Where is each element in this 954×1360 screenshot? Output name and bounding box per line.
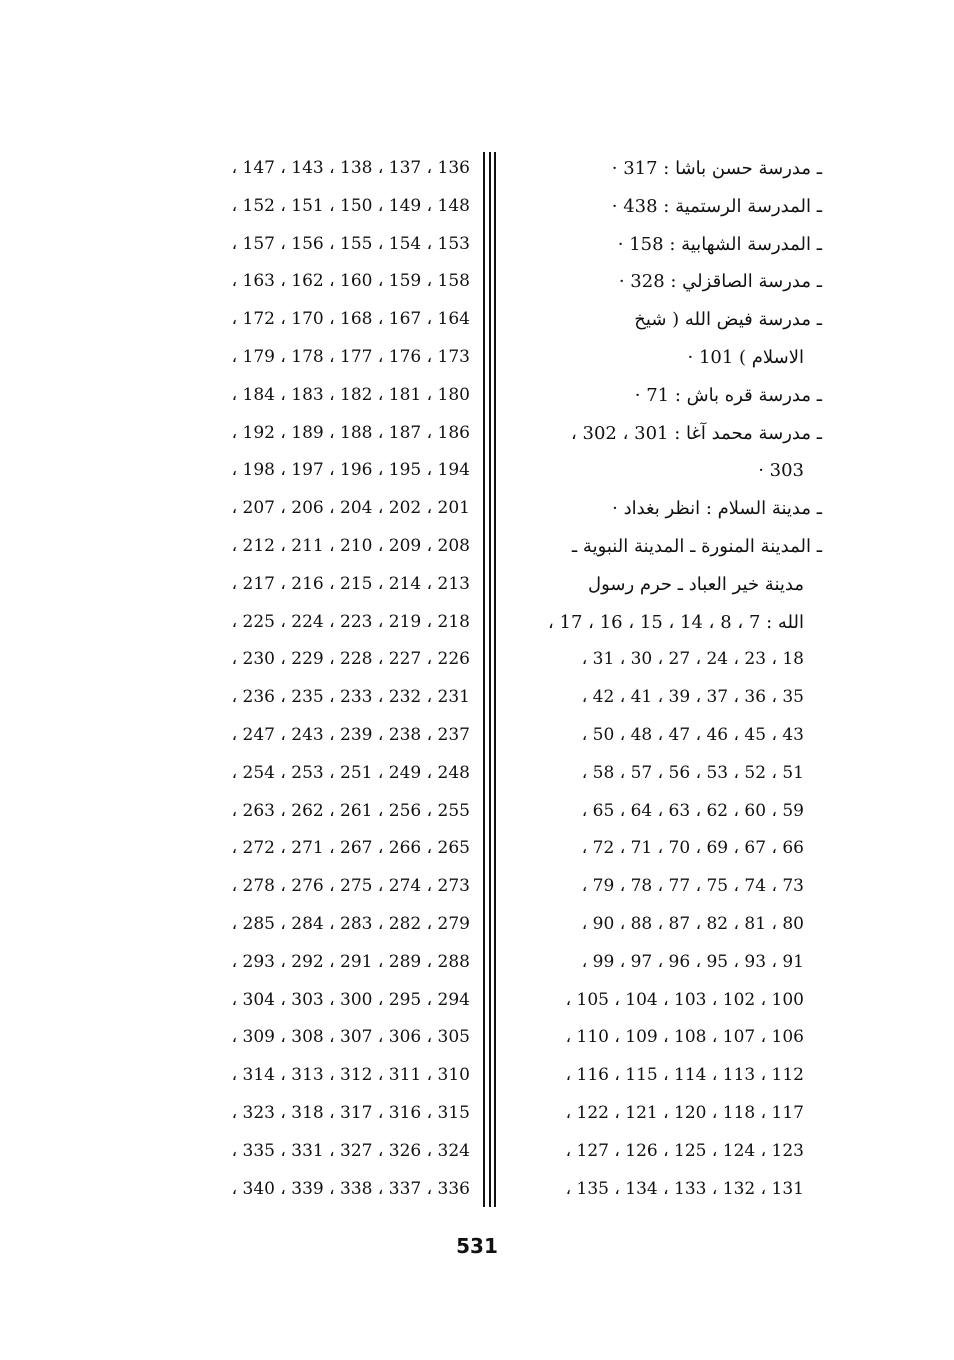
index-entry-line: ـ المدرسة الرستمية : 438 · (611, 195, 822, 217)
number-row: 201 ، 202 ، 204 ، 206 ، 207 ، (231, 498, 470, 519)
index-entry-line: ـ مدرسة فيض الله ( شيخ (634, 309, 822, 331)
number-row: 336 ، 337 ، 338 ، 339 ، 340 ، (231, 1178, 470, 1199)
number-row: 265 ، 266 ، 267 ، 271 ، 272 ، (231, 838, 470, 859)
index-entry-line: ـ مدرسة الصاقزلي : 328 · (618, 271, 822, 293)
index-entry-line: مدينة خير العباد ـ حرم رسول (587, 573, 804, 595)
index-entry-line: ـ مدرسة محمد آغا : 301 ، 302 ، (571, 422, 822, 444)
number-row: 324 ، 326 ، 327 ، 331 ، 335 ، (231, 1140, 470, 1161)
index-entry-line: 73 ، 74 ، 75 ، 77 ، 78 ، 79 ، (581, 876, 804, 897)
column-divider (489, 152, 491, 1207)
index-entry-line: الاسلام ) 101 · (687, 346, 804, 368)
number-row: 237 ، 238 ، 239 ، 243 ، 247 ، (231, 724, 470, 745)
index-entry-line: 80 ، 81 ، 82 ، 87 ، 88 ، 90 ، (581, 913, 804, 934)
number-row: 136 ، 137 ، 138 ، 143 ، 147 ، (231, 158, 470, 178)
index-entry-line: 123 ، 124 ، 125 ، 126 ، 127 ، (565, 1140, 804, 1161)
index-entry-line: 303 · (758, 460, 804, 482)
page-number: 531 (456, 1234, 498, 1258)
number-row: 148 ، 149 ، 150 ، 151 ، 152 ، (231, 195, 470, 216)
number-row: 186 ، 187 ، 188 ، 189 ، 192 ، (231, 422, 470, 443)
index-entry-line: ـ مدرسة قره باش : 71 · (634, 384, 822, 406)
index-entry-line: 117 ، 118 ، 120 ، 121 ، 122 ، (565, 1102, 804, 1123)
index-entry-line: ـ المدرسة الشهابية : 158 · (617, 233, 822, 255)
column-divider (494, 152, 496, 1207)
number-row: 158 ، 159 ، 160 ، 162 ، 163 ، (231, 271, 470, 292)
index-entry-line: 51 ، 52 ، 53 ، 56 ، 57 ، 58 ، (581, 762, 804, 783)
number-row: 180 ، 181 ، 182 ، 183 ، 184 ، (231, 384, 470, 405)
number-row: 279 ، 282 ، 283 ، 284 ، 285 ، (231, 913, 470, 934)
number-row: 294 ، 295 ، 300 ، 303 ، 304 ، (231, 989, 470, 1010)
number-row: 288 ، 289 ، 291 ، 292 ، 293 ، (231, 951, 470, 972)
index-entry-line: الله : 7 ، 8 ، 14 ، 15 ، 16 ، 17 ، (548, 611, 804, 633)
index-entry-line: 112 ، 113 ، 114 ، 115 ، 116 ، (565, 1065, 804, 1086)
index-entry-line: ـ مدرسة حسن باشا : 317 · (611, 158, 822, 179)
number-row: 255 ، 256 ، 261 ، 262 ، 263 ، (231, 800, 470, 821)
number-row: 248 ، 249 ، 251 ، 253 ، 254 ، (231, 762, 470, 783)
index-entry-line: 59 ، 60 ، 62 ، 63 ، 64 ، 65 ، (581, 800, 804, 821)
number-row: 305 ، 306 ، 307 ، 308 ، 309 ، (231, 1027, 470, 1048)
index-entry-line: 18 ، 23 ، 24 ، 27 ، 30 ، 31 ، (581, 649, 804, 670)
number-row: 273 ، 274 ، 275 ، 276 ، 278 ، (231, 876, 470, 897)
index-entry-line: ـ المدينة المنورة ـ المدينة النبوية ـ (571, 535, 822, 557)
index-entry-line: 43 ، 45 ، 46 ، 47 ، 48 ، 50 ، (581, 724, 804, 745)
number-row: 208 ، 209 ، 210 ، 211 ، 212 ، (231, 535, 470, 556)
number-row: 194 ، 195 ، 196 ، 197 ، 198 ، (231, 460, 470, 481)
number-row: 164 ، 167 ، 168 ، 170 ، 172 ، (231, 309, 470, 330)
number-row: 315 ، 316 ، 317 ، 318 ، 323 ، (231, 1102, 470, 1123)
index-entry-line: 91 ، 93 ، 95 ، 96 ، 97 ، 99 ، (581, 951, 804, 972)
index-entry-line: 106 ، 107 ، 108 ، 109 ، 110 ، (565, 1027, 804, 1048)
number-row: 310 ، 311 ، 312 ، 313 ، 314 ، (231, 1065, 470, 1086)
number-row: 173 ، 176 ، 177 ، 178 ، 179 ، (231, 346, 470, 367)
index-entry-line: ـ مدينة السلام : انظر بغداد · (612, 498, 822, 520)
right-column (500, 150, 822, 1208)
index-entry-line: 131 ، 132 ، 133 ، 134 ، 135 ، (565, 1178, 804, 1199)
index-entry-line: 66 ، 67 ، 69 ، 70 ، 71 ، 72 ، (581, 838, 804, 859)
number-row: 218 ، 219 ، 223 ، 224 ، 225 ، (231, 611, 470, 632)
column-divider (483, 152, 485, 1207)
index-entry-line: 35 ، 36 ، 37 ، 39 ، 41 ، 42 ، (581, 687, 804, 708)
number-row: 213 ، 214 ، 215 ، 216 ، 217 ، (231, 573, 470, 594)
number-row: 153 ، 154 ، 155 ، 156 ، 157 ، (231, 233, 470, 254)
number-row: 231 ، 232 ، 233 ، 235 ، 236 ، (231, 687, 470, 708)
left-column (152, 150, 470, 1208)
number-row: 226 ، 227 ، 228 ، 229 ، 230 ، (231, 649, 470, 670)
index-entry-line: 100 ، 102 ، 103 ، 104 ، 105 ، (565, 989, 804, 1010)
